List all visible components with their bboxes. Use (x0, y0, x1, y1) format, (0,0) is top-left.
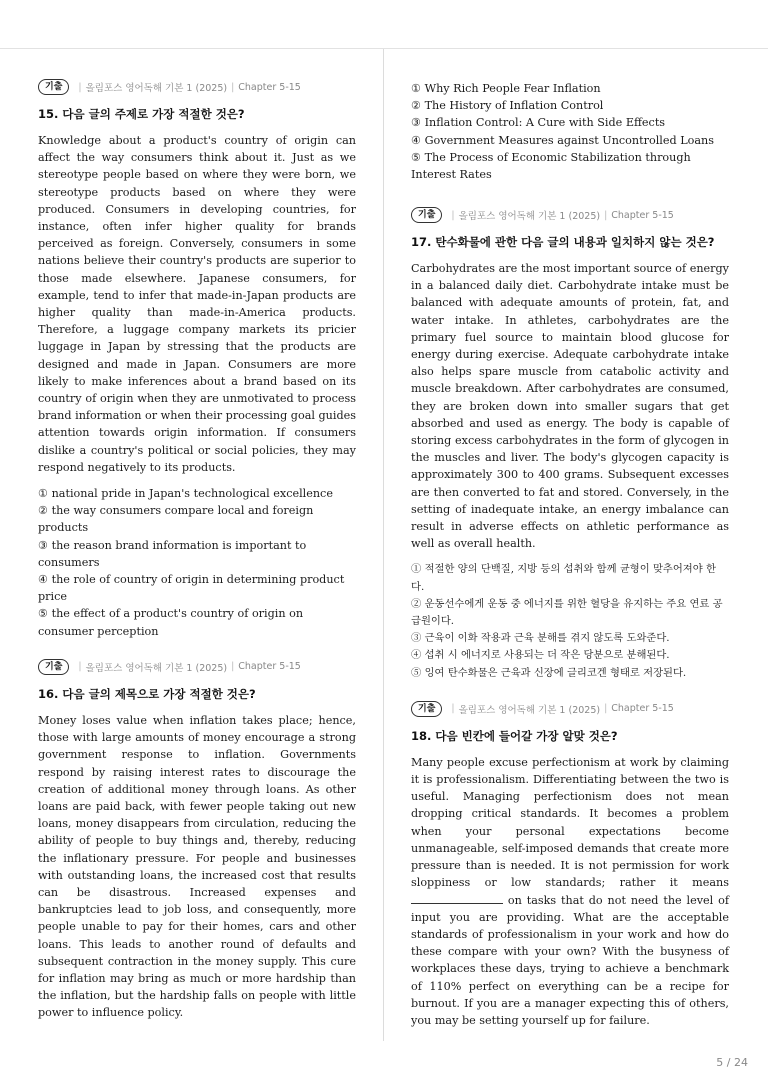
option-2: ② The History of Inflation Control (411, 99, 604, 113)
header-rule (0, 48, 768, 49)
question-source (411, 206, 729, 224)
question-source (38, 78, 356, 96)
option-3: ③ the reason brand information is important to consumers (38, 538, 307, 569)
separator: | (451, 209, 455, 221)
column-divider (383, 49, 384, 1041)
past-exam-badge: 기출 (411, 701, 442, 717)
past-exam-badge: 기출 (38, 659, 69, 675)
option-3: ③ Inflation Control: A Cure with Side Effects (411, 116, 666, 130)
question-18 (411, 700, 729, 1029)
past-exam-badge: 기출 (38, 79, 69, 95)
source-book: 올림포스 영어독해 기본 1 (2025) (458, 211, 601, 222)
option-1: ① national pride in Japan's technological excellence (38, 487, 333, 501)
passage: Carbohydrates are the most important source of energy in a balanced daily diet. Carbohydrate intake must be balanced with adequate amounts of protein, fat, and water intake. In athletes, carbohydrates are the primary fuel source to maintain blood glucose for energy during exercise. Adequate carbohydrate intake also helps spare muscle from catabolic activity and muscle breakdown. After carbohydrates are consumed, they are broken down into smaller sugars that get absorbed and used as energy. The body is capable of storing excess carbohydrates in the form of glycogen in the muscles and liver. The body's glycogen capacity is approximately 300 to 400 grams. Subsequent excesses are then converted to fat and stored. Conversely, in the setting of inadequate intake, an energy imbalance can result in adverse effects on athletic performance as well as overall health. (411, 262, 729, 551)
separator: | (604, 703, 608, 715)
option-4: ④ 섭취 시 에너지로 사용되는 더 작은 당분으로 분해된다. (411, 649, 670, 662)
passage: Money loses value when inflation takes place; hence, those with large amounts of money encourage a strong government response to inflation. Governments respond by raising interest rates to discourage the creation of additional money through loans. As other loans are paid back, with fewer people taking out new loans, money disappears from circulation, reducing the ability of people to buy things and, thereby, reducing the inflationary pressure. For people and businesses with outstanding loans, the increased cost that results can be disastrous. Increased expenses and bankruptcies lead to job loss, and consequently, more people unable to pay for their homes, cars and other loans. This leads to another round of defaults and subsequent contraction in the money supply. This cure for inflation may bring as much or more hardship than the inflation, but the hardship falls on people with little power to influence policy. (38, 713, 356, 1020)
question-title: 18. 다음 빈칸에 들어갈 가장 알맞 것은? (411, 728, 618, 743)
passage-before-blank: Many people excuse perfectionism at work by claiming it is professionalism. Differentiating between the two is useful. Managing perfectionism does not mean dropping critical standards. It becomes a problem when your personal expectations become unmanageable, self-imposed demands that create more pressure than is needed. It is not permission for work sloppiness or low standards; rather it means (411, 755, 729, 890)
source-chapter: Chapter 5-15 (238, 81, 301, 93)
option-2: ② 운동선수에게 운동 중 에너지를 위한 혈당을 유지하는 주요 연료 공급원이다. (411, 597, 723, 628)
question-title: 15. 다음 글의 주제로 가장 적절한 것은? (38, 107, 245, 121)
option-1: ① 적절한 양의 단백질, 지방 등의 섭취와 함께 균형이 맞추어져야 한다. (411, 563, 716, 593)
source-chapter: Chapter 5-15 (611, 209, 674, 221)
question-title: 16. 다음 글의 제목으로 가장 적절한 것은? (38, 686, 256, 701)
answer-options (411, 561, 729, 681)
question-16 (38, 658, 356, 1022)
separator: | (231, 661, 235, 673)
separator: | (604, 209, 608, 221)
source-chapter: Chapter 5-15 (611, 703, 674, 715)
source-book: 올림포스 영어독해 기본 1 (2025) (85, 83, 228, 94)
answer-blank (411, 892, 503, 904)
option-4: ④ Government Measures against Uncontrolled Loans (411, 133, 714, 147)
option-2: ② the way consumers compare local and foreign products (38, 504, 314, 535)
separator: | (231, 81, 235, 93)
source-book: 올림포스 영어독해 기본 1 (2025) (85, 662, 228, 674)
question-title: 17. 탄수화물에 관한 다음 글의 내용과 일치하지 않는 것은? (411, 235, 715, 249)
separator: | (451, 703, 455, 715)
passage: Knowledge about a product's country of origin can affect the way consumers think about it. Just as we stereotype people based on where they were born, we stereotype products based on where they were produced. Consumers in developing countries, for instance, often infer higher quality for brands perceived as foreign. Conversely, consumers in some nations believe their country's products are superior to those made elsewhere. Japanese consumers, for example, tend to infer that made-in-Japan products are higher quality than made-in-America products. Therefore, a luggage company markets its pricier luggage in Japan by stressing that the products are designed and made in Japan. Consumers are more likely to make inferences about a brand based on its country of origin when they are unmotivated to process brand information or when their processing goal guides attention towards origin information. If consumers dislike a country's political or social policies, they may respond negatively to its products. (38, 134, 356, 474)
option-1: ① Why Rich People Fear Inflation (411, 82, 601, 95)
option-4: ④ the role of country of origin in determining product price (38, 573, 345, 604)
passage-after-blank: on tasks that do not need the level of input you are providing. What are the acceptable standards of professionalism in your work and how do these compare with your own? With the busyness of workplaces these days, trying to achieve a benchmark of 110% perfect on everything can be a recipe for burnout. If you are a manager expecting this of others, you may be setting yourself up for failure. (411, 893, 730, 1027)
separator: | (78, 661, 82, 673)
answer-options (38, 485, 356, 640)
source-chapter: Chapter 5-15 (238, 661, 301, 673)
separator: | (78, 81, 82, 93)
q16-options-column (411, 80, 729, 183)
source-book: 올림포스 영어독해 기본 1 (2025) (458, 704, 601, 716)
past-exam-badge: 기출 (411, 207, 442, 223)
question-source (411, 700, 729, 718)
question-source (38, 658, 356, 676)
option-5: ⑤ the effect of a product's country of origin on consumer perception (38, 607, 304, 638)
option-3: ③ 근육이 이화 작용과 근육 분해를 겪지 않도록 도와준다. (411, 632, 670, 645)
passage (411, 754, 729, 1029)
page-number: 5 / 24 (716, 1056, 748, 1069)
option-5: ⑤ The Process of Economic Stabilization through Interest Rates (411, 150, 691, 182)
answer-options (411, 80, 729, 183)
question-15 (38, 78, 356, 640)
question-17 (411, 206, 729, 682)
right-column (411, 206, 729, 1047)
left-column (38, 78, 356, 1040)
option-5: ⑤ 잉여 탄수화물은 근육과 신장에 글리코겐 형태로 저장된다. (411, 666, 687, 679)
